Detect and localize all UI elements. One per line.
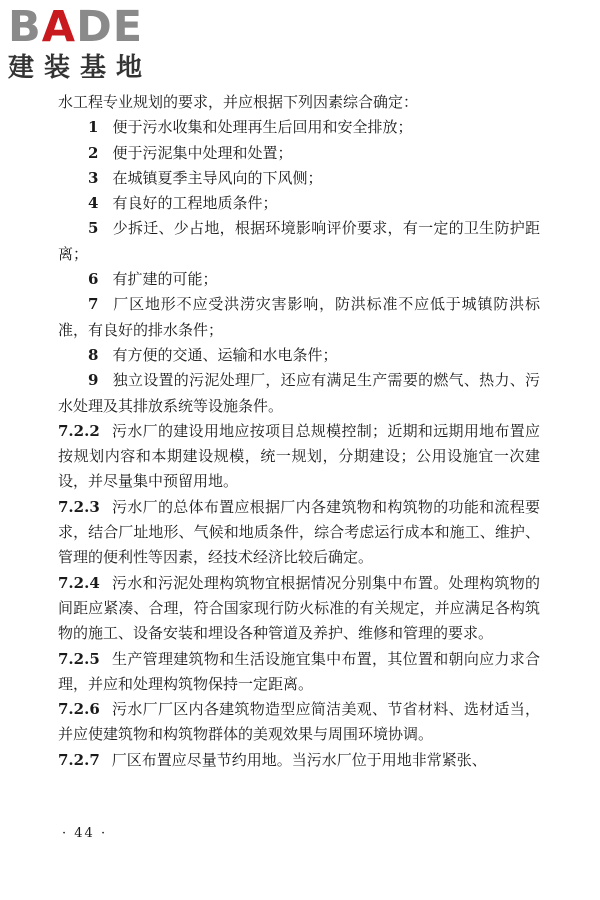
logo-subtitle: 建装基地 [8, 53, 153, 83]
section-text: 污水厂的总体布置应根据厂内各建筑物和构筑物的功能和流程要求，结合厂址地形、气候和地质条件，综合考虑运行成本和施工、维护、管理的便利性等因素，经技术经济比较后确定。 [58, 497, 540, 567]
section-text: 污水厂厂区内各建筑物造型应简洁美观、节省材料、选材适当，并应使建筑物和构筑物群体的美观效果与周围环境协调。 [58, 700, 540, 744]
section-paragraph [58, 495, 540, 571]
section-paragraph [58, 419, 540, 495]
section-paragraph [58, 697, 540, 748]
section-paragraph [58, 748, 540, 773]
section-text: 厂区布置应尽量节约用地。当污水厂位于用地非常紧张、 [111, 750, 487, 769]
list-item [58, 115, 540, 140]
list-item-number: 8 [88, 345, 99, 364]
section-number: 7.2.4 [58, 573, 100, 592]
logo-letter-b: B [8, 2, 42, 52]
list-item-number: 3 [88, 168, 99, 187]
list-item-number: 1 [88, 118, 99, 137]
list-item [58, 292, 540, 343]
list-item-number: 2 [88, 143, 99, 162]
list-item-text: 有扩建的可能； [112, 270, 218, 289]
list-item-number: 4 [88, 194, 99, 213]
list-item-number: 9 [88, 371, 99, 390]
section-number: 7.2.6 [58, 700, 100, 719]
logo-letters-de: DE [76, 2, 144, 52]
list-item-text: 在城镇夏季主导风向的下风侧； [112, 168, 323, 187]
page-body [58, 90, 540, 773]
list-item [58, 368, 540, 419]
section-number: 7.2.2 [58, 421, 100, 440]
list-item-text: 有方便的交通、运输和水电条件； [112, 345, 338, 364]
section-paragraph [58, 647, 540, 698]
list-item-number: 6 [88, 270, 99, 289]
list-item-text: 独立设置的污泥处理厂，还应有满足生产需要的燃气、热力、污水处理及其排放系统等设施条件。 [58, 371, 540, 415]
list-item-text: 便于污泥集中处理和处置； [112, 143, 293, 162]
list-item-text: 便于污水收集和处理再生后回用和安全排放； [112, 118, 413, 137]
list-item-text: 厂区地形不应受洪涝灾害影响，防洪标准不应低于城镇防洪标准，有良好的排水条件； [58, 295, 540, 339]
list-item [58, 267, 540, 292]
list-item [58, 343, 540, 368]
bade-logo [8, 4, 178, 86]
intro-paragraph: 水工程专业规划的要求，并应根据下列因素综合确定： [58, 93, 419, 111]
section-text: 污水厂的建设用地应按项目总规模控制；近期和远期用地布置应按规划内容和本期建设规模，统一规划，分期建设；公用设施宜一次建设，并尽量集中预留用地。 [58, 421, 540, 491]
list-item-number: 5 [88, 219, 99, 238]
logo-letter-a: A [41, 2, 77, 52]
section-text: 生产管理建筑物和生活设施宜集中布置，其位置和朝向应力求合理，并应和处理构筑物保持一定距离。 [58, 649, 540, 693]
list-item-text: 少拆迁、少占地，根据环境影响评价要求，有一定的卫生防护距离； [58, 219, 540, 263]
section-number: 7.2.3 [58, 497, 100, 516]
section-paragraph [58, 571, 540, 647]
section-number: 7.2.7 [58, 750, 100, 769]
list-item-number: 7 [88, 295, 99, 314]
list-item-text: 有良好的工程地质条件； [112, 194, 278, 213]
list-item [58, 216, 540, 267]
logo-wordmark [8, 4, 178, 50]
list-item [58, 141, 540, 166]
list-item [58, 166, 540, 191]
page-number: · 44 · [62, 826, 108, 841]
section-text: 污水和污泥处理构筑物宜根据情况分别集中布置。处理构筑物的间距应紧凑、合理，符合国家现行防火标准的有关规定，并应满足各构筑物的施工、设备安装和埋设各种管道及养护、维修和管理的要求。 [58, 573, 540, 643]
section-number: 7.2.5 [58, 649, 100, 668]
list-item [58, 191, 540, 216]
